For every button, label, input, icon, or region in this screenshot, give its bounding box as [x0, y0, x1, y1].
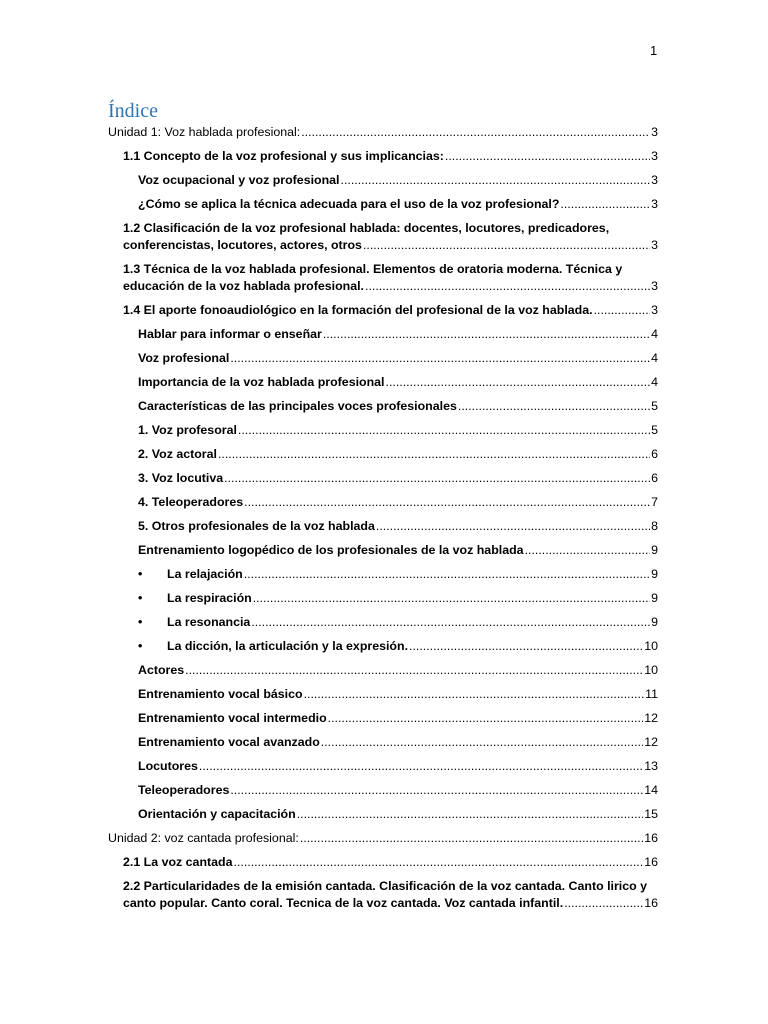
- toc-entry-page: 5: [651, 423, 658, 437]
- toc-entry-page: 4: [651, 327, 658, 341]
- dot-leader: [376, 518, 650, 535]
- toc-entry-title: 5. Otros profesionales de la voz hablada: [138, 519, 375, 533]
- toc-entry[interactable]: [108, 374, 658, 391]
- toc-entry-page: 3: [651, 173, 658, 187]
- dot-leader: [238, 422, 650, 439]
- toc-entry-title: Unidad 1: Voz hablada profesional:: [108, 125, 301, 139]
- toc-entry-title: 1. Voz profesoral: [138, 423, 237, 437]
- toc-entry[interactable]: [108, 542, 658, 559]
- toc-entry[interactable]: [108, 302, 658, 319]
- dot-leader: [199, 758, 643, 775]
- toc-entry[interactable]: [108, 830, 658, 847]
- toc-entry-title-line1: 1.2 Clasificación de la voz profesional hablada: docentes, locutores, predicadores,: [123, 221, 610, 235]
- toc-entry[interactable]: [108, 220, 658, 254]
- dot-leader: [253, 590, 650, 607]
- toc-entry-page: 3: [651, 303, 658, 317]
- toc-entry-title: 2.1 La voz cantada: [123, 855, 233, 869]
- toc-entry-title: Locutores: [138, 759, 198, 773]
- dot-leader: [594, 302, 651, 319]
- toc-entry-page: 10: [644, 639, 658, 653]
- toc-entry-page: 5: [651, 399, 658, 413]
- toc-entry[interactable]: [108, 734, 658, 751]
- toc-entry[interactable]: [108, 854, 658, 871]
- dot-leader: [230, 782, 643, 799]
- toc-entry-page: 11: [645, 687, 658, 701]
- toc-entry-title: La relajación: [167, 567, 243, 581]
- toc-entry-title: Características de las principales voces profesionales: [138, 399, 457, 413]
- toc-entry[interactable]: [108, 494, 658, 511]
- dot-leader: [185, 662, 643, 679]
- toc-entry-page: 3: [651, 125, 658, 139]
- dot-leader: [234, 854, 644, 871]
- bullet-icon: •: [138, 615, 143, 629]
- toc-entry-title: 3. Voz locutiva: [138, 471, 224, 485]
- toc-entry[interactable]: [108, 662, 658, 679]
- dot-leader: [458, 398, 650, 415]
- toc-entry-title: Actores: [138, 663, 185, 677]
- dot-leader: [564, 895, 643, 912]
- dot-leader: [297, 806, 644, 823]
- toc-entry-page: 16: [644, 855, 658, 869]
- toc-entry-title: 2. Voz actoral: [138, 447, 217, 461]
- toc-entry-title: Orientación y capacitación: [138, 807, 296, 821]
- toc-entry[interactable]: [108, 148, 658, 165]
- toc-entry-title-line2: educación de la voz hablada profesional.: [123, 279, 364, 293]
- dot-leader: [365, 278, 650, 295]
- dot-leader: [386, 374, 651, 391]
- toc-entry[interactable]: [108, 518, 658, 535]
- toc-entry-page: 15: [644, 807, 658, 821]
- toc-entry-title: Unidad 2: voz cantada profesional:: [108, 831, 299, 845]
- toc-entry-page: 8: [651, 519, 658, 533]
- dot-leader: [301, 124, 650, 141]
- toc-entry-page: 9: [651, 567, 658, 581]
- toc-entry-page: 3: [651, 197, 658, 211]
- toc-entry-page: 16: [644, 896, 658, 910]
- toc-entry[interactable]: [108, 638, 658, 655]
- toc-entry-page: 10: [644, 663, 658, 677]
- toc-entry-page: 9: [651, 591, 658, 605]
- toc-entry[interactable]: [108, 446, 658, 463]
- toc-entry-title-line1: 2.2 Particularidades de la emisión cantada. Clasificación de la voz cantada. Canto lirico y: [123, 879, 648, 893]
- dot-leader: [230, 350, 650, 367]
- dot-leader: [251, 614, 650, 631]
- dot-leader: [304, 686, 645, 703]
- toc-entry-title: Voz profesional: [138, 351, 230, 365]
- bullet-icon: •: [138, 567, 143, 581]
- toc-entry-page: 3: [651, 279, 658, 293]
- toc-entry-title: Entrenamiento vocal avanzado: [138, 735, 320, 749]
- dot-leader: [363, 237, 650, 254]
- toc-entry-page: 16: [644, 831, 658, 845]
- toc-entry[interactable]: [108, 710, 658, 727]
- toc-entry-title: Entrenamiento logopédico de los profesionales de la voz hablada: [138, 543, 524, 557]
- toc-entry-title: La resonancia: [167, 615, 251, 629]
- toc-entry-title-line2: conferencistas, locutores, actores, otros: [123, 238, 362, 252]
- toc-entry[interactable]: [108, 758, 658, 775]
- toc-entry[interactable]: [108, 470, 658, 487]
- toc-entry-page: 13: [644, 759, 658, 773]
- dot-leader: [525, 542, 651, 559]
- toc-entry[interactable]: [108, 172, 658, 189]
- toc-entry-title: 1.4 El aporte fonoaudiológico en la formación del profesional de la voz hablada.: [123, 303, 593, 317]
- toc-entry-title: Teleoperadores: [138, 783, 230, 797]
- toc-heading: Índice: [108, 100, 158, 122]
- toc-entry[interactable]: [108, 196, 658, 213]
- toc-entry-page: 9: [651, 543, 658, 557]
- toc-entry-title-line1: 1.3 Técnica de la voz hablada profesional. Elementos de oratoria moderna. Técnica y: [123, 262, 623, 276]
- toc-entry[interactable]: [108, 686, 658, 703]
- toc-entry[interactable]: [108, 590, 658, 607]
- toc-entry[interactable]: [108, 422, 658, 439]
- toc-entry-title: Entrenamiento vocal intermedio: [138, 711, 327, 725]
- toc-entry-page: 14: [644, 783, 658, 797]
- toc-entry[interactable]: [108, 261, 658, 295]
- toc-entry-title: Voz ocupacional y voz profesional: [138, 173, 340, 187]
- toc-entry-page: 12: [644, 711, 658, 725]
- toc-entry-title-line2: canto popular. Canto coral. Tecnica de la voz cantada. Voz cantada infantil.: [123, 896, 564, 910]
- toc-entry[interactable]: [108, 878, 658, 912]
- dot-leader: [341, 172, 651, 189]
- toc-entry[interactable]: [108, 782, 658, 799]
- dot-leader: [244, 566, 650, 583]
- toc-entry-page: 3: [651, 149, 658, 163]
- toc-entry[interactable]: [108, 326, 658, 343]
- dot-leader: [224, 470, 650, 487]
- dot-leader: [328, 710, 644, 727]
- dot-leader: [300, 830, 643, 847]
- dot-leader: [321, 734, 643, 751]
- dot-leader: [218, 446, 650, 463]
- toc-entry[interactable]: [108, 614, 658, 631]
- toc-entry-title: ¿Cómo se aplica la técnica adecuada para el uso de la voz profesional?: [138, 197, 560, 211]
- toc-entry[interactable]: [108, 566, 658, 583]
- toc-entry-title: 1.1 Concepto de la voz profesional y sus implicancias:: [123, 149, 444, 163]
- toc-entry-page: 4: [651, 351, 658, 365]
- toc-entry[interactable]: [108, 806, 658, 823]
- toc-entry-page: 9: [651, 615, 658, 629]
- toc-entry-title: La dicción, la articulación y la expresión.: [167, 639, 409, 653]
- bullet-icon: •: [138, 591, 143, 605]
- dot-leader: [323, 326, 650, 343]
- toc-entry[interactable]: [108, 350, 658, 367]
- toc-entry-page: 4: [651, 375, 658, 389]
- toc-entry-title: Hablar para informar o enseñar: [138, 327, 322, 341]
- page-number: 1: [650, 43, 658, 58]
- toc-entry[interactable]: [108, 124, 658, 141]
- toc-entry[interactable]: [108, 398, 658, 415]
- table-of-contents: [108, 124, 658, 912]
- toc-entry-page: 12: [644, 735, 658, 749]
- toc-entry-page: 6: [651, 447, 658, 461]
- toc-entry-title: La respiración: [167, 591, 252, 605]
- toc-entry-page: 7: [651, 495, 658, 509]
- dot-leader: [445, 148, 650, 165]
- toc-entry-title: Importancia de la voz hablada profesional: [138, 375, 385, 389]
- bullet-icon: •: [138, 639, 143, 653]
- dot-leader: [560, 196, 650, 213]
- dot-leader: [244, 494, 650, 511]
- toc-entry-title: Entrenamiento vocal básico: [138, 687, 303, 701]
- toc-entry-title: 4. Teleoperadores: [138, 495, 244, 509]
- dot-leader: [409, 638, 643, 655]
- toc-entry-page: 6: [651, 471, 658, 485]
- toc-entry-page: 3: [651, 238, 658, 252]
